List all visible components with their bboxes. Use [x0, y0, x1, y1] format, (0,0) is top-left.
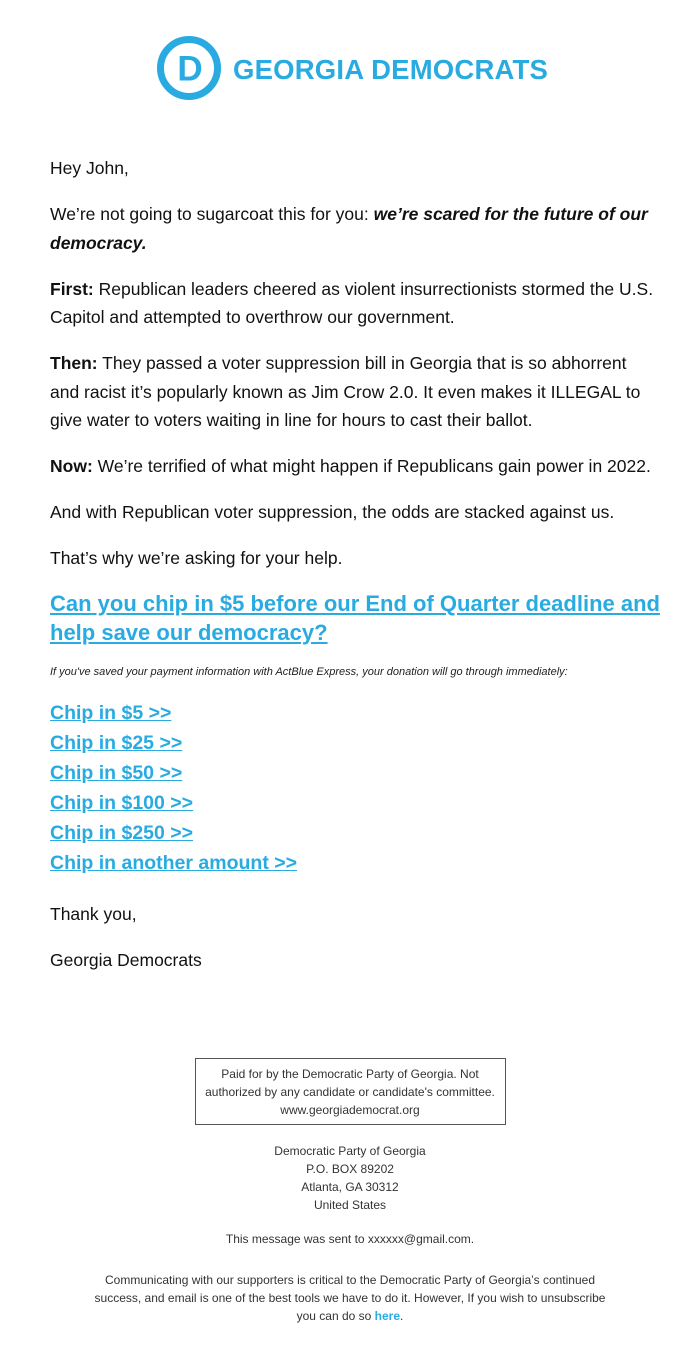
first-text: Republican leaders cheered as violent insurrectionists stormed the U.S. Capitol and attempted to overthrow our government.	[50, 278, 654, 327]
paragraph-now	[50, 452, 660, 481]
unsubscribe-link[interactable]: here	[374, 1309, 401, 1323]
sent-to-prefix: This message was sent to	[225, 1232, 368, 1246]
then-text: They passed a voter suppression bill in Georgia that is so abhorrent and racist it’s popularly known as Jim Crow 2.0. It even makes it ILLEGAL to give water to voters waiting in line for hours to cast their ballot.	[50, 353, 641, 430]
sent-to-suffix: .	[470, 1232, 475, 1246]
signature: Georgia Democrats	[50, 950, 202, 970]
signoff: Thank you,	[50, 904, 137, 924]
unsubscribe-notice	[90, 1271, 610, 1325]
chip-in-250-link[interactable]: Chip in $250 >>	[50, 822, 194, 844]
logo-letter: D	[177, 49, 203, 89]
paragraph-then	[50, 349, 660, 435]
paragraph-first	[50, 275, 660, 332]
then-label: Then:	[50, 353, 98, 373]
greeting: Hey John,	[50, 158, 129, 178]
donate-cta-link[interactable]: Can you chip in $5 before our End of Quarter deadline and help save our democracy?	[50, 591, 660, 645]
sent-to-email: xxxxxx@gmail.com	[367, 1232, 471, 1246]
paragraph-intro	[50, 200, 660, 257]
brand-name: GEORGIA DEMOCRATS	[233, 54, 549, 85]
address-line: Atlanta, GA 30312	[301, 1180, 399, 1194]
chip-in-25-link[interactable]: Chip in $25 >>	[50, 732, 183, 754]
website-text: www.georgiademocrat.org	[280, 1103, 420, 1117]
email-footer	[0, 1058, 700, 1325]
sent-to-notice	[0, 1230, 700, 1248]
email-header	[0, 33, 700, 105]
address-line: Democratic Party of Georgia	[274, 1144, 426, 1158]
first-label: First:	[50, 278, 94, 299]
intro-emphasis: we’re scared for the future of our democracy.	[50, 204, 648, 253]
chip-in-5-link[interactable]: Chip in $5 >>	[50, 702, 172, 724]
paid-for-disclaimer	[195, 1058, 506, 1125]
paragraph-help: That’s why we’re asking for your help.	[50, 548, 343, 568]
chip-in-50-link[interactable]: Chip in $50 >>	[50, 762, 183, 784]
address-line: P.O. BOX 89202	[306, 1162, 394, 1176]
chip-in-100-link[interactable]: Chip in $100 >>	[50, 792, 194, 814]
donation-links	[50, 698, 660, 878]
email-body	[50, 154, 660, 992]
intro-text: We’re not going to sugarcoat this for you:	[50, 204, 374, 224]
address-line: United States	[313, 1198, 387, 1212]
paid-for-text: Paid for by the Democratic Party of Georgia. Not authorized by any candidate or candidate's committee.	[205, 1067, 495, 1099]
mailing-address	[0, 1142, 700, 1214]
now-label: Now:	[50, 456, 93, 476]
unsubscribe-suffix: .	[400, 1309, 404, 1323]
unsubscribe-text: Communicating with our supporters is critical to the Democratic Party of Georgia’s continued success, and email is one of the best tools we have to do it. However, If you wish to unsubscribe you can do so	[94, 1273, 606, 1323]
chip-in-other-amount-link[interactable]: Chip in another amount >>	[50, 852, 298, 874]
paragraph-odds: And with Republican voter suppression, the odds are stacked against us.	[50, 502, 615, 522]
actblue-express-note: If you've saved your payment information with ActBlue Express, your donation will go through immediately:	[50, 666, 568, 678]
now-text: We’re terrified of what might happen if Republicans gain power in 2022.	[92, 456, 651, 476]
democrats-logo-icon	[156, 35, 222, 101]
